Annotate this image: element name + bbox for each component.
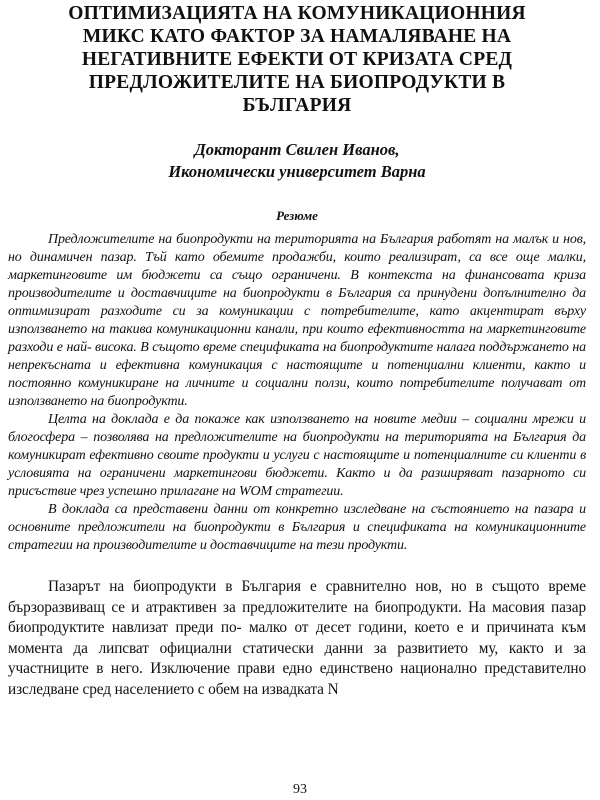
author-name: Докторант Свилен Иванов, [194,140,400,159]
abstract-heading: Резюме [276,208,318,223]
abstract-paragraph: Предложителите на биопродукти на територията на България работят на малък и нов, но динамичен пазар. Тъй като обемите продажби, които реализират, са все още малки, маркетинговите им бюджети са също ограничени. В контекста на финансовата криза производителите и доставчиците на биопродукти в България са принудени допълнително да оптимизират разходите си за комуникации с потребителите, като акцентират върху използването на такива комуникационни канали, при които ефективността на маркетинговите разходи е най- висока. В същото време спецификата на биопродуктите налага поддържането на непрекъсната и ефективна комуникация с настоящите и потенциални клиенти, както и постоянно комуникиране на личните и социални ползи, които потребителите получават от използването на биопродукти. [8,232,586,409]
title-line: МИКС КАТО ФАКТОР ЗА НАМАЛЯВАНЕ НА [82,26,512,47]
page-number: 93 [293,782,307,797]
title-line: ОПТИМИЗАЦИЯТА НА КОМУНИКАЦИОННИЯ [68,3,526,24]
title-line: ПРЕДЛОЖИТЕЛИТЕ НА БИОПРОДУКТИ В [88,72,506,93]
abstract-paragraph: В доклада са представени данни от конкретно изследване на състоянието на пазара и основните предложители на биопродукти в България и спецификата на комуникационните стратегии на производителите и доставчиците на тези продукти. [8,502,586,553]
title-line: БЪЛГАРИЯ [242,95,352,116]
abstract-paragraph: Целта на доклада е да покаже как използването на новите медии – социални мрежи и блогосфера – позволява на предложителите на биопродукти на територията на България да комуникират ефективно своите продукти и услуги с настоящите и потенциалните си клиенти в условията на ограничени маркетингови бюджети. Както и да разширяват пазарното си присъствие чрез успешно прилагане на WOM стратегии. [8,412,586,499]
title-line: НЕГАТИВНИТЕ ЕФЕКТИ ОТ КРИЗАТА СРЕД [81,49,513,70]
abstract [8,231,586,555]
body-paragraph: Пазарът на биопродукти в България е сравнително нов, но в същото време бързоразвиващ се и атрактивен за предложителите на биопродукти. На масовия пазар биопродуктите навлизат преди по- малко от десет години, което е и причината към момента да липсват официални статически данни за развитието му, както и за участниците в него. Изключение прави едно единствено национално представително изследване сред населението с обем на извадката N [8,578,586,698]
author-block [8,139,586,183]
paper-title [8,2,586,117]
author-affiliation: Икономически университет Варна [168,162,426,181]
body-text [8,577,586,700]
